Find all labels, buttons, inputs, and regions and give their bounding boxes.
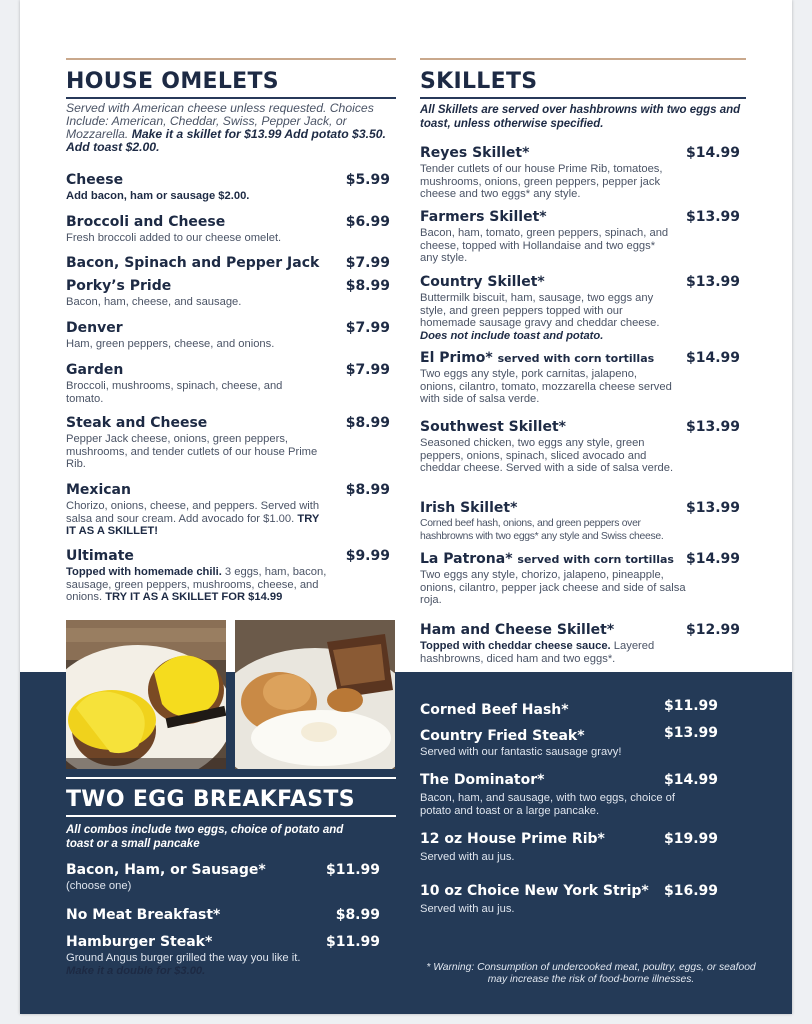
item-description: Two eggs any style, pork carnitas, jalapeno, onions, cilantro, tomato, mozzarella cheese served with side of salsa verde.	[420, 368, 672, 406]
item-name: El Primo* served with corn tortillas	[420, 350, 655, 366]
item-name: Bacon, Spinach and Pepper Jack	[66, 255, 320, 271]
item-price: $13.99	[685, 274, 740, 290]
two-egg-list	[66, 862, 396, 992]
item-name: Steak and Cheese	[66, 415, 208, 431]
entrees-list	[420, 698, 746, 938]
item-price: $7.99	[345, 362, 390, 378]
item-name: Ultimate	[66, 548, 134, 564]
item-name: Corned Beef Hash*	[420, 702, 569, 718]
item-price: $14.99	[685, 551, 740, 567]
menu-item	[66, 278, 396, 309]
item-price: $19.99	[663, 831, 718, 847]
skillets-list	[420, 145, 746, 670]
menu-item	[420, 831, 746, 864]
item-name: Hamburger Steak*	[66, 934, 213, 950]
item-price: $13.99	[685, 209, 740, 225]
item-name: Broccoli and Cheese	[66, 214, 226, 230]
menu-item	[66, 862, 386, 893]
omelets-list	[66, 172, 396, 612]
item-name: Cheese	[66, 172, 124, 188]
item-name: The Dominator*	[420, 772, 545, 788]
two-egg-title-rule	[66, 815, 396, 817]
menu-item	[420, 419, 746, 475]
skillets-title: SKILLETS	[420, 69, 538, 94]
item-description: Corned beef hash, onions, and green peppers over hashbrowns with two eggs* any style and Swiss cheese.	[420, 518, 664, 542]
item-name: Ham and Cheese Skillet*	[420, 622, 615, 638]
item-name: No Meat Breakfast*	[66, 907, 221, 923]
omelets-title-rule	[66, 97, 396, 99]
menu-item	[420, 883, 746, 916]
item-description: Add bacon, ham or sausage $2.00.	[66, 190, 250, 202]
item-name: La Patrona* served with corn tortillas	[420, 551, 674, 567]
two-egg-intro: All combos include two eggs, choice of potato and toast or a small pancake	[66, 824, 344, 850]
item-price: $7.99	[345, 320, 390, 336]
menu-item	[420, 209, 746, 265]
item-name: Farmers Skillet*	[420, 209, 547, 225]
item-price: $11.99	[663, 698, 718, 714]
menu-item	[420, 772, 746, 817]
menu-item	[66, 214, 396, 245]
item-price: $11.99	[325, 862, 380, 878]
menu-item	[66, 362, 396, 405]
eggs-benedict-image	[66, 620, 226, 769]
item-description: Bacon, ham, tomato, green peppers, spinach, and cheese, topped with Hollandaise and two eggs* any style.	[420, 227, 669, 265]
item-name: Bacon, Ham, or Sausage*	[66, 862, 266, 878]
item-price: $11.99	[325, 934, 380, 950]
omelets-section	[66, 58, 396, 154]
menu-page	[20, 0, 792, 1014]
eggs-benedict-photo	[66, 620, 226, 769]
item-price: $13.99	[685, 500, 740, 516]
skillets-top-rule	[420, 58, 746, 60]
item-price: $9.99	[345, 548, 390, 564]
item-price: $14.99	[685, 145, 740, 161]
item-name: Denver	[66, 320, 123, 336]
item-price: $8.99	[335, 907, 380, 923]
food-safety-warning: * Warning: Consumption of undercooked meat, poultry, eggs, or seafood may increase the risk of food-borne illnesses.	[426, 962, 756, 985]
eggs-and-toast-photo	[235, 620, 395, 769]
omelets-top-rule	[66, 58, 396, 60]
item-name: Mexican	[66, 482, 131, 498]
menu-item	[420, 350, 746, 406]
item-name: 12 oz House Prime Rib*	[420, 831, 605, 847]
omelets-title: HOUSE OMELETS	[66, 69, 279, 94]
two-egg-title: TWO EGG BREAKFASTS	[66, 787, 355, 812]
menu-item	[420, 145, 746, 201]
item-description: Seasoned chicken, two eggs any style, green peppers, onions, spinach, sliced avocado and cheddar cheese. Served with a side of salsa verde.	[420, 437, 674, 475]
item-price: $14.99	[663, 772, 718, 788]
menu-item	[66, 172, 396, 203]
item-description: Served with au jus.	[420, 851, 515, 863]
menu-item	[420, 500, 746, 543]
menu-item	[420, 698, 746, 718]
item-description: Chorizo, onions, cheese, and peppers. Served with salsa and sour cream. Add avocado for $1.00. TRY IT AS A SKILLET!	[66, 500, 320, 538]
item-price: $6.99	[345, 214, 390, 230]
menu-item	[66, 255, 396, 271]
item-name: Country Fried Steak*	[420, 728, 585, 744]
menu-item	[66, 907, 386, 923]
item-description: Topped with cheddar cheese sauce. Layered hashbrowns, diced ham and two eggs*.	[420, 640, 655, 665]
item-price: $8.99	[345, 278, 390, 294]
menu-item	[420, 622, 746, 665]
menu-item	[66, 482, 396, 538]
menu-item	[420, 274, 746, 342]
item-name: Irish Skillet*	[420, 500, 518, 516]
item-description: Fresh broccoli added to our cheese omelet.	[66, 232, 282, 244]
item-description: Served with au jus.	[420, 903, 515, 915]
item-description: Topped with homemade chili. 3 eggs, ham, bacon, sausage, green peppers, mushrooms, cheese, and onions. TRY IT AS A SKILLET FOR $14.99	[66, 566, 327, 604]
item-description: Bacon, ham, and sausage, with two eggs, choice of potato and toast or a large pancake.	[420, 792, 675, 817]
menu-item	[66, 320, 396, 351]
menu-item	[66, 415, 396, 471]
item-name: Garden	[66, 362, 124, 378]
item-price: $13.99	[685, 419, 740, 435]
item-name: Country Skillet*	[420, 274, 545, 290]
item-price: $14.99	[685, 350, 740, 366]
item-description: Buttermilk biscuit, ham, sausage, two eggs any style, and green peppers topped with our homemade sausage gravy and cheddar cheese. Does not include toast and potato.	[420, 292, 660, 342]
item-price: $8.99	[345, 482, 390, 498]
item-price: $7.99	[345, 255, 390, 271]
item-description: Tender cutlets of our house Prime Rib, tomatoes, mushrooms, onions, green peppers, pepper jack cheese and two eggs* any style.	[420, 163, 663, 201]
eggs-and-toast-image	[235, 620, 395, 769]
skillets-intro: All Skillets are served over hashbrowns with two eggs and toast, unless otherwise specified.	[420, 104, 741, 130]
menu-item	[66, 934, 386, 977]
item-description: Bacon, ham, cheese, and sausage.	[66, 296, 242, 308]
item-name: Reyes Skillet*	[420, 145, 530, 161]
item-description: Two eggs any style, chorizo, jalapeno, pineapple, onions, cilantro, pepper jack cheese and side of salsa roja.	[420, 569, 686, 607]
item-description: Broccoli, mushrooms, spinach, cheese, and tomato.	[66, 380, 283, 405]
item-name: 10 oz Choice New York Strip*	[420, 883, 649, 899]
item-name: Porky’s Pride	[66, 278, 172, 294]
item-description: Served with our fantastic sausage gravy!	[420, 746, 622, 758]
item-price: $16.99	[663, 883, 718, 899]
item-price: $13.99	[663, 725, 718, 741]
menu-item	[420, 725, 746, 759]
skillets-title-rule	[420, 97, 746, 99]
item-price: $12.99	[685, 622, 740, 638]
item-price: $5.99	[345, 172, 390, 188]
item-name: Southwest Skillet*	[420, 419, 566, 435]
item-description: Pepper Jack cheese, onions, green peppers, mushrooms, and tender cutlets of our house Prime Rib.	[66, 433, 318, 471]
item-price: $8.99	[345, 415, 390, 431]
two-egg-section	[66, 777, 396, 851]
two-egg-top-rule	[66, 777, 396, 779]
omelets-intro: Served with American cheese unless requested. Choices Include: American, Cheddar, Swiss, Pepper Jack, or Mozzarella. Make it a skillet for $13.99 Add potato $3.50. Add toast $2.00.	[66, 101, 386, 154]
menu-item	[420, 551, 746, 607]
item-description: Ham, green peppers, cheese, and onions.	[66, 338, 275, 350]
menu-item	[66, 548, 396, 604]
item-description: Ground Angus burger grilled the way you like it. Make it a double for $3.00.	[66, 952, 301, 977]
skillets-section	[420, 58, 746, 131]
item-description: (choose one)	[66, 880, 132, 892]
